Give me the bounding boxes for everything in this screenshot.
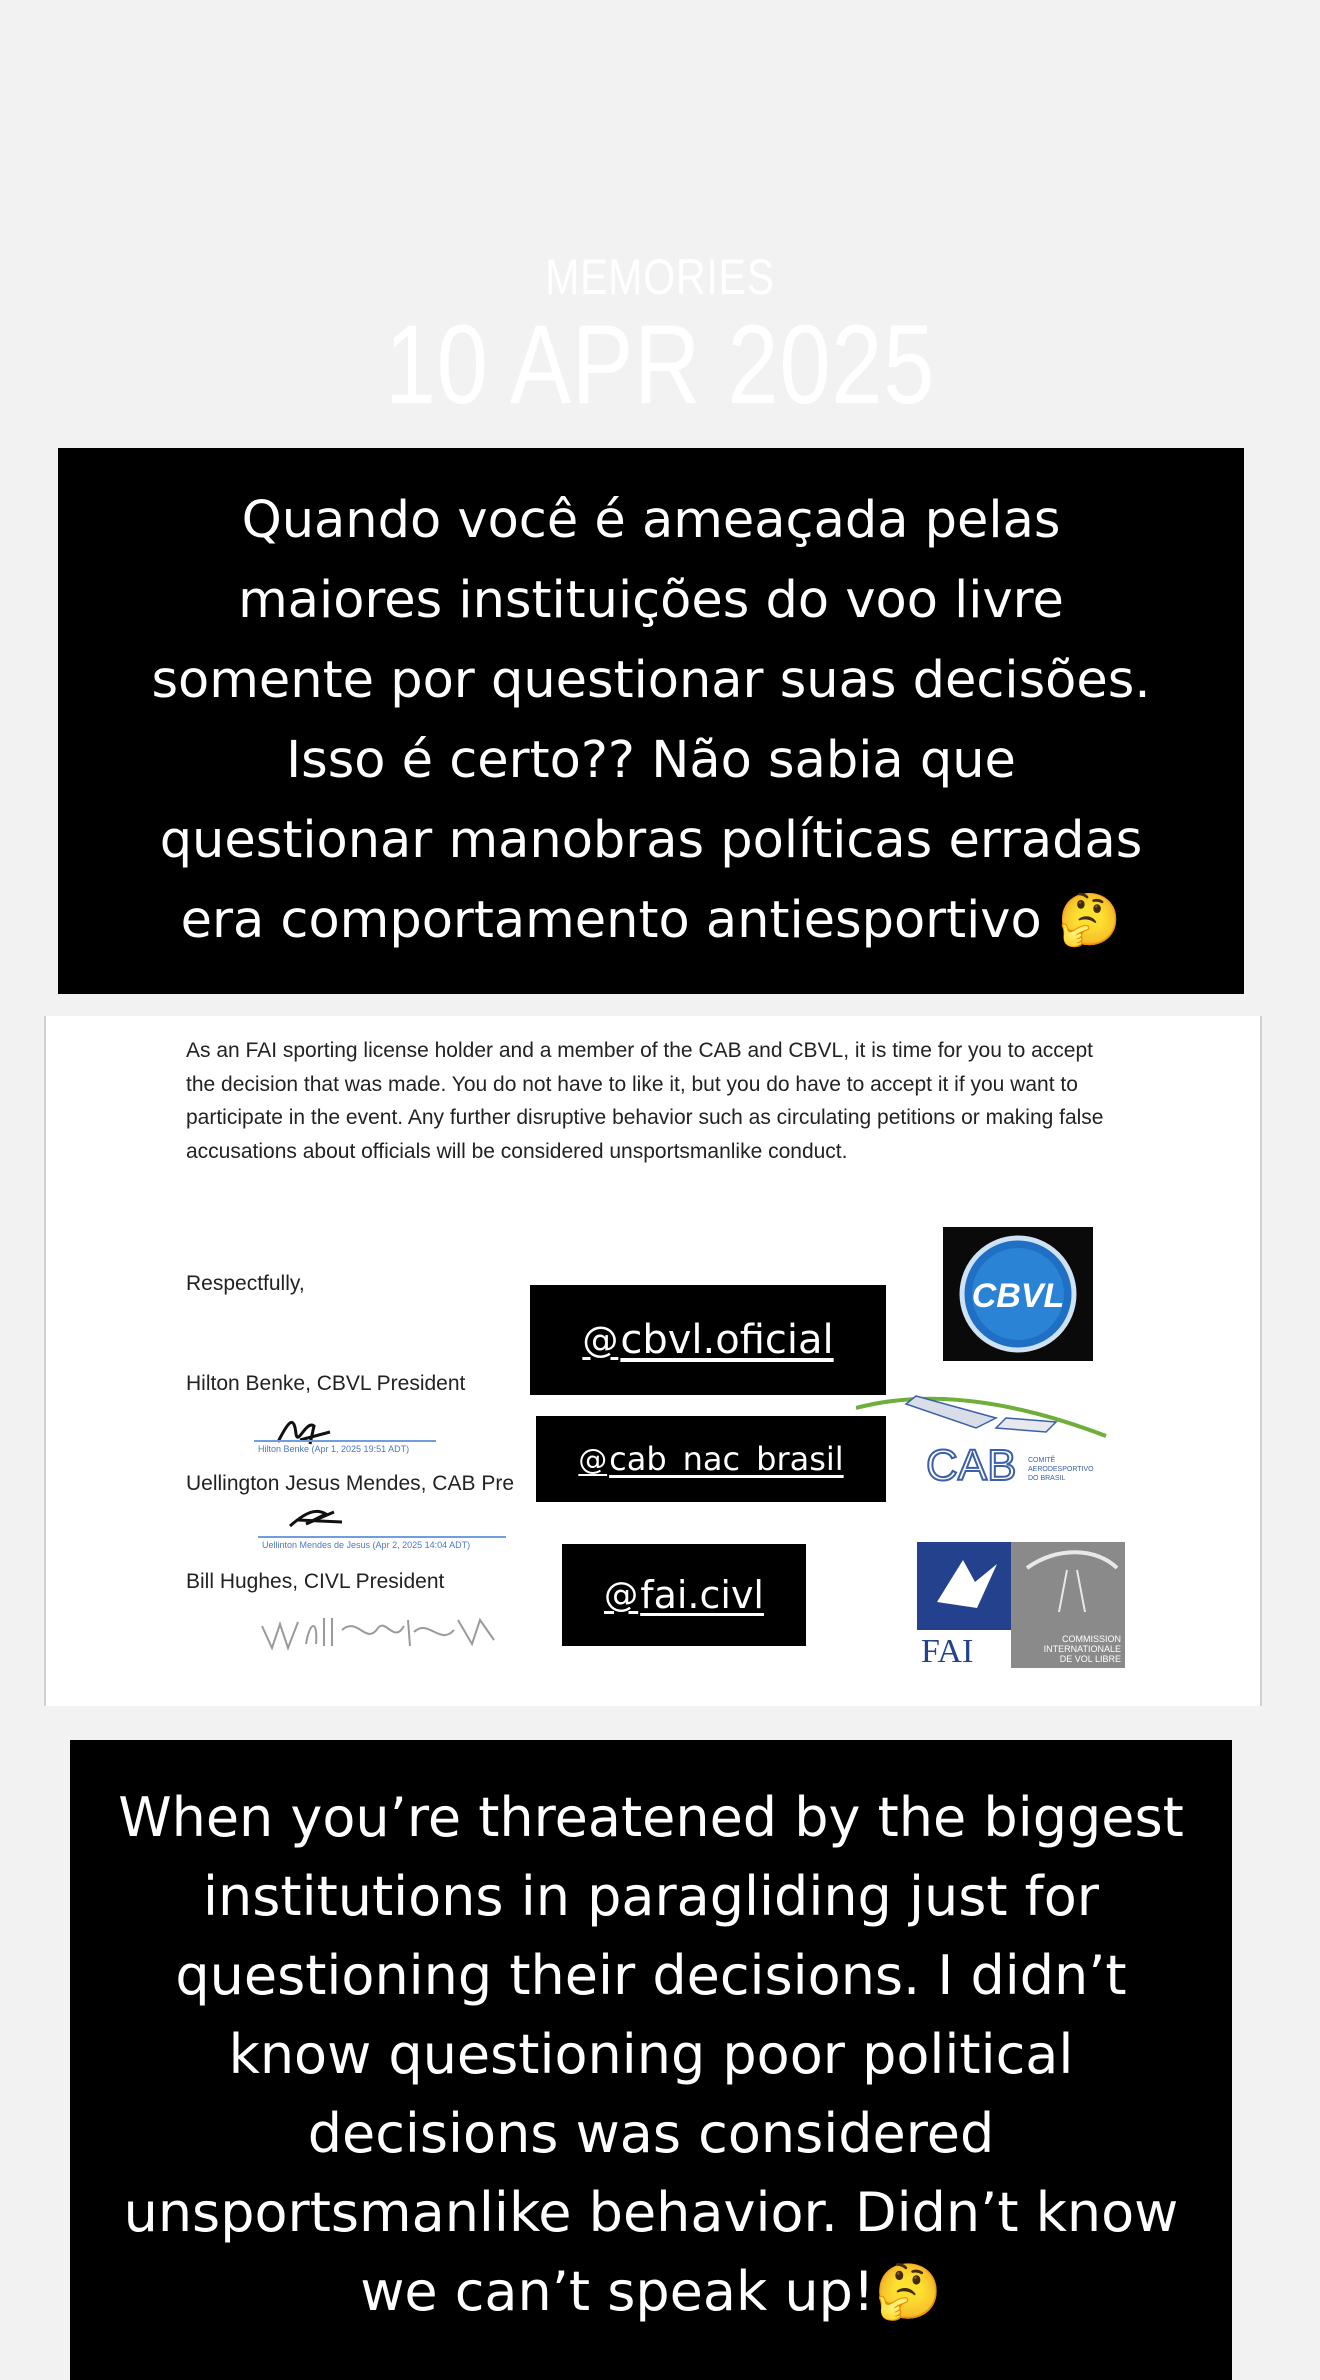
caption-line: know questioning poor political xyxy=(228,2023,1074,2086)
letter-paragraph: As an FAI sporting license holder and a member of the CAB and CBVL, it is time for you to accept the decision that was made. You do not have to like it, but you do have to accept it if you want to participate in the event. Any further disruptive behavior such as circulating petitions or making false accusations about officials will be considered unsportsmanlike conduct. xyxy=(186,1039,1104,1163)
caption-line: we can’t speak up!🤔 xyxy=(360,2260,942,2323)
signature-mark xyxy=(286,1504,346,1534)
mention-tag-cbvl[interactable] xyxy=(530,1285,886,1395)
cbvl-logo xyxy=(943,1227,1093,1361)
cab-logo-text: CAB xyxy=(926,1441,1017,1490)
caption-line: When you’re threatened by the biggest xyxy=(118,1786,1184,1849)
signature-line xyxy=(254,1440,436,1442)
fai-civl-logo xyxy=(917,1542,1125,1668)
caption-line: maiores instituições do voo livre xyxy=(238,571,1064,630)
caption-line: unsportsmanlike behavior. Didn’t know xyxy=(123,2181,1179,2244)
fai-logo-text: FAI xyxy=(921,1633,974,1668)
mention-handle: cab_nac_brasil xyxy=(609,1440,844,1478)
caption-line: Isso é certo?? Não sabia que xyxy=(286,731,1016,790)
cab-logo-subtext: COMITÊ xyxy=(1028,1457,1056,1464)
mention-handle: fai.civl xyxy=(640,1573,764,1617)
memories-header xyxy=(0,0,1320,440)
caption-line: institutions in paragliding just for xyxy=(203,1865,1099,1928)
caption-line: questioning their decisions. I didn’t xyxy=(175,1944,1127,2007)
caption-line: decisions was considered xyxy=(307,2102,995,2165)
civl-logo-subtext: DE VOL LIBRE xyxy=(1059,1654,1121,1664)
mention-tag-cab[interactable] xyxy=(536,1416,886,1502)
signatory-name: Uellington Jesus Mendes, CAB Pre xyxy=(186,1472,514,1495)
mention-tag-fai[interactable] xyxy=(562,1544,806,1646)
caption-top xyxy=(58,448,1244,994)
at-icon: @ xyxy=(578,1442,608,1476)
memories-date: 10 APR 2025 xyxy=(384,302,936,427)
cab-logo xyxy=(856,1388,1116,1498)
cbvl-logo-text: CBVL xyxy=(971,1277,1065,1315)
caption-line: Quando você é ameaçada pelas xyxy=(241,491,1061,550)
cab-logo-subtext: AERODESPORTIVO xyxy=(1028,1466,1094,1473)
caption-line: questionar manobras políticas erradas xyxy=(159,811,1143,870)
signature-note: Uellinton Mendes de Jesus (Apr 2, 2025 14:04 ADT) xyxy=(262,1540,471,1550)
at-icon: @ xyxy=(604,1575,639,1615)
caption-line: somente por questionar suas decisões. xyxy=(151,651,1151,710)
signatory-name: Bill Hughes, CIVL President xyxy=(186,1570,445,1593)
at-icon: @ xyxy=(582,1319,619,1361)
signature-note: Hilton Benke (Apr 1, 2025 19:51 ADT) xyxy=(258,1444,410,1454)
civl-logo-subtext: COMMISSION xyxy=(1061,1634,1121,1644)
letter-closing: Respectfully, xyxy=(186,1272,305,1295)
signature-mark xyxy=(258,1610,504,1654)
caption-line: era comportamento antiesportivo 🤔 xyxy=(180,891,1122,950)
cab-logo-subtext: DO BRASIL xyxy=(1028,1475,1066,1482)
signatory-name: Hilton Benke, CBVL President xyxy=(186,1372,466,1395)
mention-handle: cbvl.oficial xyxy=(620,1317,834,1363)
caption-bottom xyxy=(70,1740,1232,2380)
memories-label: MEMORIES xyxy=(545,249,775,305)
civl-logo-subtext: INTERNATIONALE xyxy=(1043,1644,1121,1654)
signature-line xyxy=(258,1536,506,1538)
